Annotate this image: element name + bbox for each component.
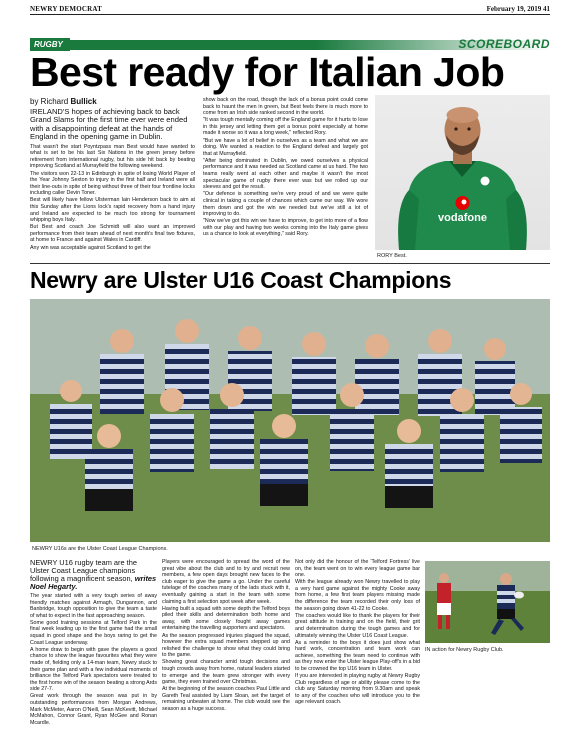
shamrock-crest-icon xyxy=(481,177,490,186)
story1-lead: IRELAND'S hopes of achieving back to back Grand Slams for the first time ever were ended with a disappointing defeat at the hands of England in the opening game in Dublin. xyxy=(30,108,188,142)
story2-paragraph: A home draw to begin with gave the players a good chance to show the league favourites what they were made of, fielding only a 14-man team, Newry stuck to their game plan and with a few individual moments of brilliance the Telford Park spectators were treated to the first home win of the season beating a strong Ards side 27-7. xyxy=(30,646,157,693)
story2-paragraph: As the season progressed injuries plagued the squad, however the extra squad members stepped up and relished the challenge to show what they could bring to the game. xyxy=(162,632,290,659)
story2-column-3 xyxy=(295,559,420,729)
rory-best-figure xyxy=(375,95,550,250)
story2-paragraph: Not only did the honour of the 'Telford Fortress' live on, the team went on to win every league game bar one. xyxy=(295,559,420,579)
story2-paragraph: Great work through the season was put in by outstanding performances from Morgan Andrews, Mark McMeter, Aaron O'Neill, Sean McKevitt, Michael McMahon, Connor Grant, Ryan McGee and Ronan Mcardle. xyxy=(30,693,157,726)
newspaper-name: NEWRY DEMOCRAT xyxy=(30,5,102,13)
story1-column-1 xyxy=(30,108,195,260)
byline-author: Bullick xyxy=(70,97,97,106)
story1-paragraph: "It was tough mentally coming off the England game for it hurts to lose in this jersey and letting them get a bonus point especially at home made it worse so it was a long week," reflected Rory. xyxy=(203,117,368,137)
story2-paragraph: Some good training sessions at Telford Park in the final week leading up to the first game had the small squad in good shape and the boys raring to get the Coast League underway. xyxy=(30,619,157,646)
match-action-photo xyxy=(425,561,550,643)
match-action-illustration xyxy=(425,561,550,643)
story2-paragraph: If you are interested in playing rugby at Newry Rugby Club regardless of age or ability please come to the club any Saturday morning from 9.30am and speak to any of the coaches who will introduce you to the age relevant coach. xyxy=(295,673,420,706)
rugby-ball-icon xyxy=(514,592,524,599)
story1-paragraph: Best will likely have fellow Ulsterman Iain Henderson back to aim at this Sunday after the Lions lock's rapid recovery from a hand injury and Ireland are expected to be much too strong for tournament whipping boys Italy. xyxy=(30,197,195,224)
opponent-player xyxy=(437,583,451,603)
rory-best-photo xyxy=(375,95,550,250)
story2-paragraph: The year started with a very tough series of away friendly matches against Armagh, Dungannon, and Banbridge, tough opposition to give the team a taste of what to expect in the fast approaching season. xyxy=(30,593,157,619)
team-photo-caption: NEWRY U16s are the Ulster Coast League Champions. xyxy=(32,546,168,552)
story1-paragraph: "Our defence is something we're very proud of and we were quite clinical in taking a couple of chances which came our way. We wore them down and got the win we needed but we've still a lot of improving to do. xyxy=(203,191,368,218)
story-divider-rule xyxy=(30,263,550,264)
story1-paragraph: "Now we've got this win we have to improve, to get into more of a flow with our play and having two weeks coming into the Italy game gives us a chance to look at everything," said Rory. xyxy=(203,218,368,238)
story2-paragraph: As a reminder to the boys it does just show what hard work, concentration and team work can achieve, something the team need to continue with as they now enter the Ulster league Play-off's in a bid to be crowned the top U16 team in Ulster. xyxy=(295,639,420,672)
story2-paragraph: At the beginning of the season coaches Paul Little and Gareth Teal assisted by Liam Sloan, set the target of remaining unbeaten at home. The club would see the season as a huge success. xyxy=(162,686,290,713)
bald-crown xyxy=(447,107,479,123)
story2-paragraph: Players were encouraged to spread the word of the great vibe about the club and to try and recruit new members, a few open days brought new faces to the club eager to give the game a go. Under the careful tutelage of the coaches many of the lads stuck with it, eventually gaining a start in the team with some claiming a first selection spot week after week. xyxy=(162,559,290,605)
section-tag-rugby: RUGBY xyxy=(30,38,70,51)
story1-paragraph: But Best and coach Joe Schmidt will also want an improved performance from their team ahead of next month's final two fixtures, at home to France and against Wales in Cardiff. xyxy=(30,224,195,244)
story2-paragraph: Having built a squad with some depth the Telford boys piled their skills and determination both home and away, with some closely fought away games entertaining the travelling supporters and spectators. xyxy=(162,605,290,632)
top-rule xyxy=(30,14,550,15)
story1-paragraph: That wasn't the start Poyntzpass man Best would have wanted to what is set to be his last Six Nations in the green jersey before retirement from international rugby, but his side hit back by beating improving Scotland at Murrayfield the following weekend. xyxy=(30,143,195,170)
story2-paragraph: With the league already won Newry travelled to play a very hard game against the mighty Cooke away from home, a few first team players missing made the difference the team recorded their only loss of the season going down 41-22 to Cooke. xyxy=(295,579,420,612)
story2-author: writes Noel Hegarty. xyxy=(30,574,157,591)
team-photo xyxy=(30,299,550,542)
team-group-illustration xyxy=(30,299,550,542)
story2-paragraph: Showing great character amid tough decisions and tough crowds away from home, natural leaders started to emerge and the team grew stronger with every game, they even trained over Christmas. xyxy=(162,659,290,686)
story2-column-2 xyxy=(162,559,290,729)
action-photo-caption: IN action for Newry Rugby Club. xyxy=(425,647,504,653)
story2-paragraph: The coaches would like to thank the players for their great attitude in training and on the field, their grit and determination during the tough games and for ultimately winning the Ulster U16 Coast League. xyxy=(295,612,420,639)
story2-column-1 xyxy=(30,559,157,729)
date-page-number: February 19, 2019 41 xyxy=(486,5,550,13)
story2-headline: Newry are Ulster U16 Coast Champions xyxy=(30,267,452,293)
story2-lead: NEWRY U16 rugby team are the Ulster Coast League champions following a magnificent season, writes Noel Hegarty. xyxy=(30,559,157,591)
section-brand-scoreboard: SCOREBOARD xyxy=(458,37,550,51)
story1-paragraph: "But we have a lot of belief in ourselves as a team and what we are doing. We wanted a reaction to the England defeat and largely got that at Murrayfield. xyxy=(203,137,368,157)
story1-paragraph: "After being dominated in Dublin, we owed ourselves a physical performance and it was needed as Scotland came at us hard. The two teams really went at each other and maybe it wasn't the most spectacular game of rugby there ever was but we rolled up our sleeves and got the result. xyxy=(203,157,368,191)
jersey-sponsor-text: vodafone xyxy=(438,212,487,224)
newry-player xyxy=(497,585,515,609)
story1-column-2 xyxy=(203,97,368,260)
rory-photo-caption: RORY Best. xyxy=(377,253,407,259)
story1-headline: Best ready for Italian Job xyxy=(30,49,505,95)
story1-byline: by Richard Bullick xyxy=(30,97,97,106)
story1-paragraph: show back on the road, though the lack of a bonus point could come back to haunt the men in green, but Best feels there is much more to come from an Irish side ranked second in the world. xyxy=(203,97,368,117)
story1-paragraph: The visitors won 22-13 in Edinburgh in spite of losing World Player of the Year Johnny Sexton to injury in the first half and Ireland were all their line-outs in spite of being without three of their four frontline locks including caller Devin Toner. xyxy=(30,170,195,197)
story1-paragraph: Any win was acceptable against Scotland to get the xyxy=(30,244,151,251)
